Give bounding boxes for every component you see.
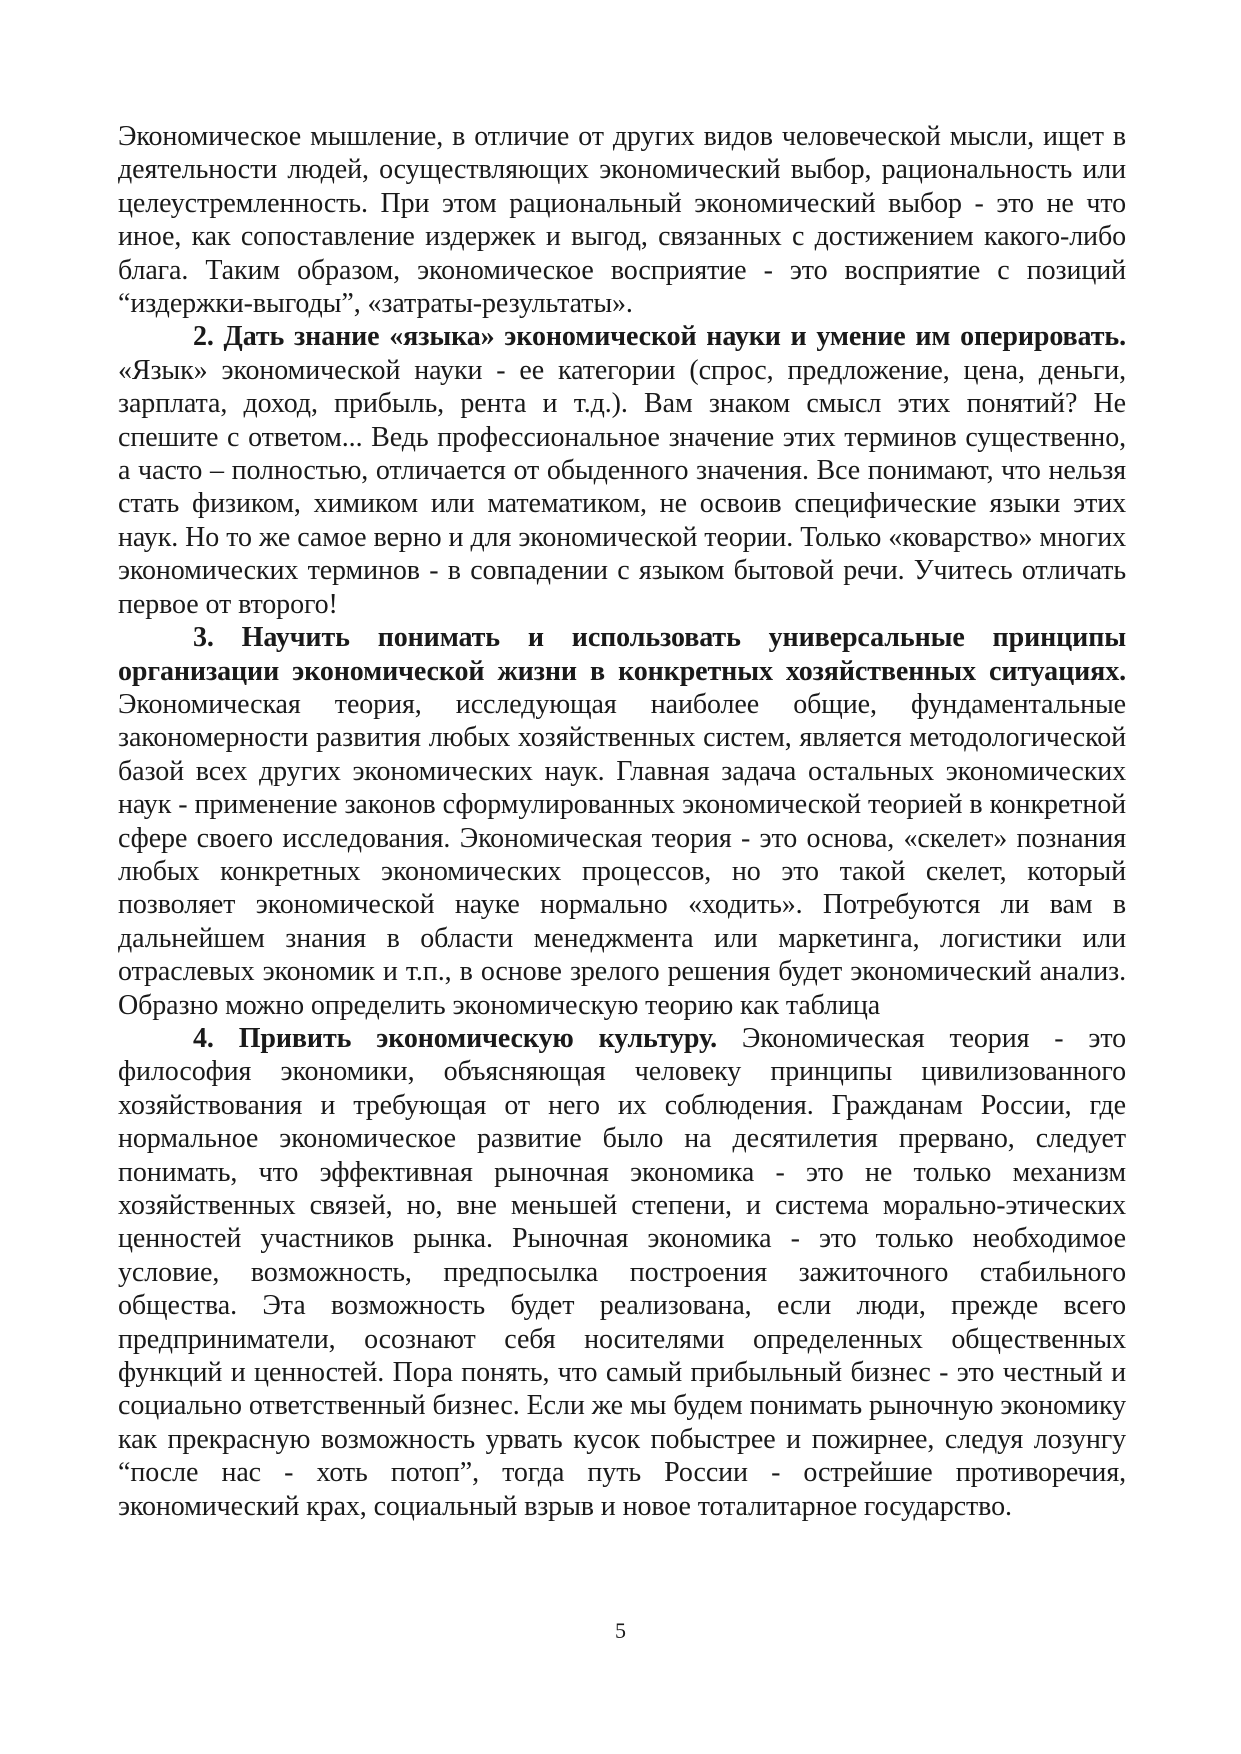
page-number: 5 <box>615 1618 626 1643</box>
paragraph-intro <box>118 120 1126 320</box>
paragraph-goal-3 <box>118 621 1126 1022</box>
page-text <box>118 120 1126 1523</box>
paragraph-goal-4 <box>118 1022 1126 1523</box>
paragraph-text: Экономическая теория, исследующая наиболее общие, фундаментальные закономерности развития любых хозяйственных систем, является методологической базой всех других экономических наук. Главная задача остальных экономических наук - применение законов сформулированных экономической теорией в конкретной сфере своего исследования. Экономическая теория - это основа, «скелет» познания любых конкретных экономических процессов, но это такой скелет, который позволяет экономической науке нормально «ходить». Потребуются ли вам в дальнейшем знания в области менеджмента или маркетинга, логистики или отраслевых экономик и т.п., в основе зрелого решения будет экономический анализ. Образно можно определить экономическую теорию как таблица <box>118 688 1126 1021</box>
paragraph-heading: 2. Дать знание «языка» экономической науки и умение им оперировать. <box>193 321 1126 353</box>
paragraph-text: Экономическое мышление, в отличие от других видов человеческой мысли, ищет в деятельности людей, осуществляющих экономический выбор, рациональность или целеустремленность. При этом рациональный экономический выбор - это не что иное, как сопоставление издержек и выгод, связанных с достижением какого-либо блага. Таким образом, экономическое восприятие - это восприятие с позиций “издержки-выгоды”, «затраты-результаты». <box>118 121 1126 320</box>
paragraph-goal-2 <box>118 320 1126 621</box>
paragraph-heading: 4. Привить экономическую культуру. <box>193 1022 717 1054</box>
paragraph-text: Экономическая теория - это философия экономики, объясняющая человеку принципы цивилизованного хозяйствования и требующая от него их соблюдения. Гражданам России, где нормальное экономическое развитие было на десятилетия прервано, следует понимать, что эффективная рыночная экономика - это не только механизм хозяйственных связей, но, вне меньшей степени, и система морально-этических ценностей участников рынка. Рыночная экономика - это только необходимое условие, возможность, предпосылка построения зажиточного стабильного общества. Эта возможность будет реализована, если люди, прежде всего предприниматели, осознают себя носителями определенных общественных функций и ценностей. Пора понять, что самый прибыльный бизнес - это честный и социально ответственный бизнес. Если же мы будем понимать рыночную экономику как прекрасную возможность урвать кусок побыстрее и пожирнее, следуя лозунгу “после нас - хоть потоп”, тогда путь России - острейшие противоречия, экономический крах, социальный взрыв и новое тоталитарное государство. <box>118 1022 1126 1522</box>
paragraph-heading: 3. Научить понимать и использовать универсальные принципы организации экономической жизни в конкретных хозяйственных ситуациях. <box>118 622 1126 687</box>
paragraph-text: «Язык» экономической науки - ее категории (спрос, предложение, цена, деньги, зарплата, доход, прибыль, рента и т.д.). Вам знаком смысл этих понятий? Не спешите с ответом... Ведь профессиональное значение этих терминов существенно, а часто – полностью, отличается от обыденного значения. Все понимают, что нельзя стать физиком, химиком или математиком, не освоив специфические языки этих наук. Но то же самое верно и для экономической теории. Только «коварство» многих экономических терминов - в совпадении с языком бытовой речи. Учитесь отличать первое от второго! <box>118 354 1126 620</box>
